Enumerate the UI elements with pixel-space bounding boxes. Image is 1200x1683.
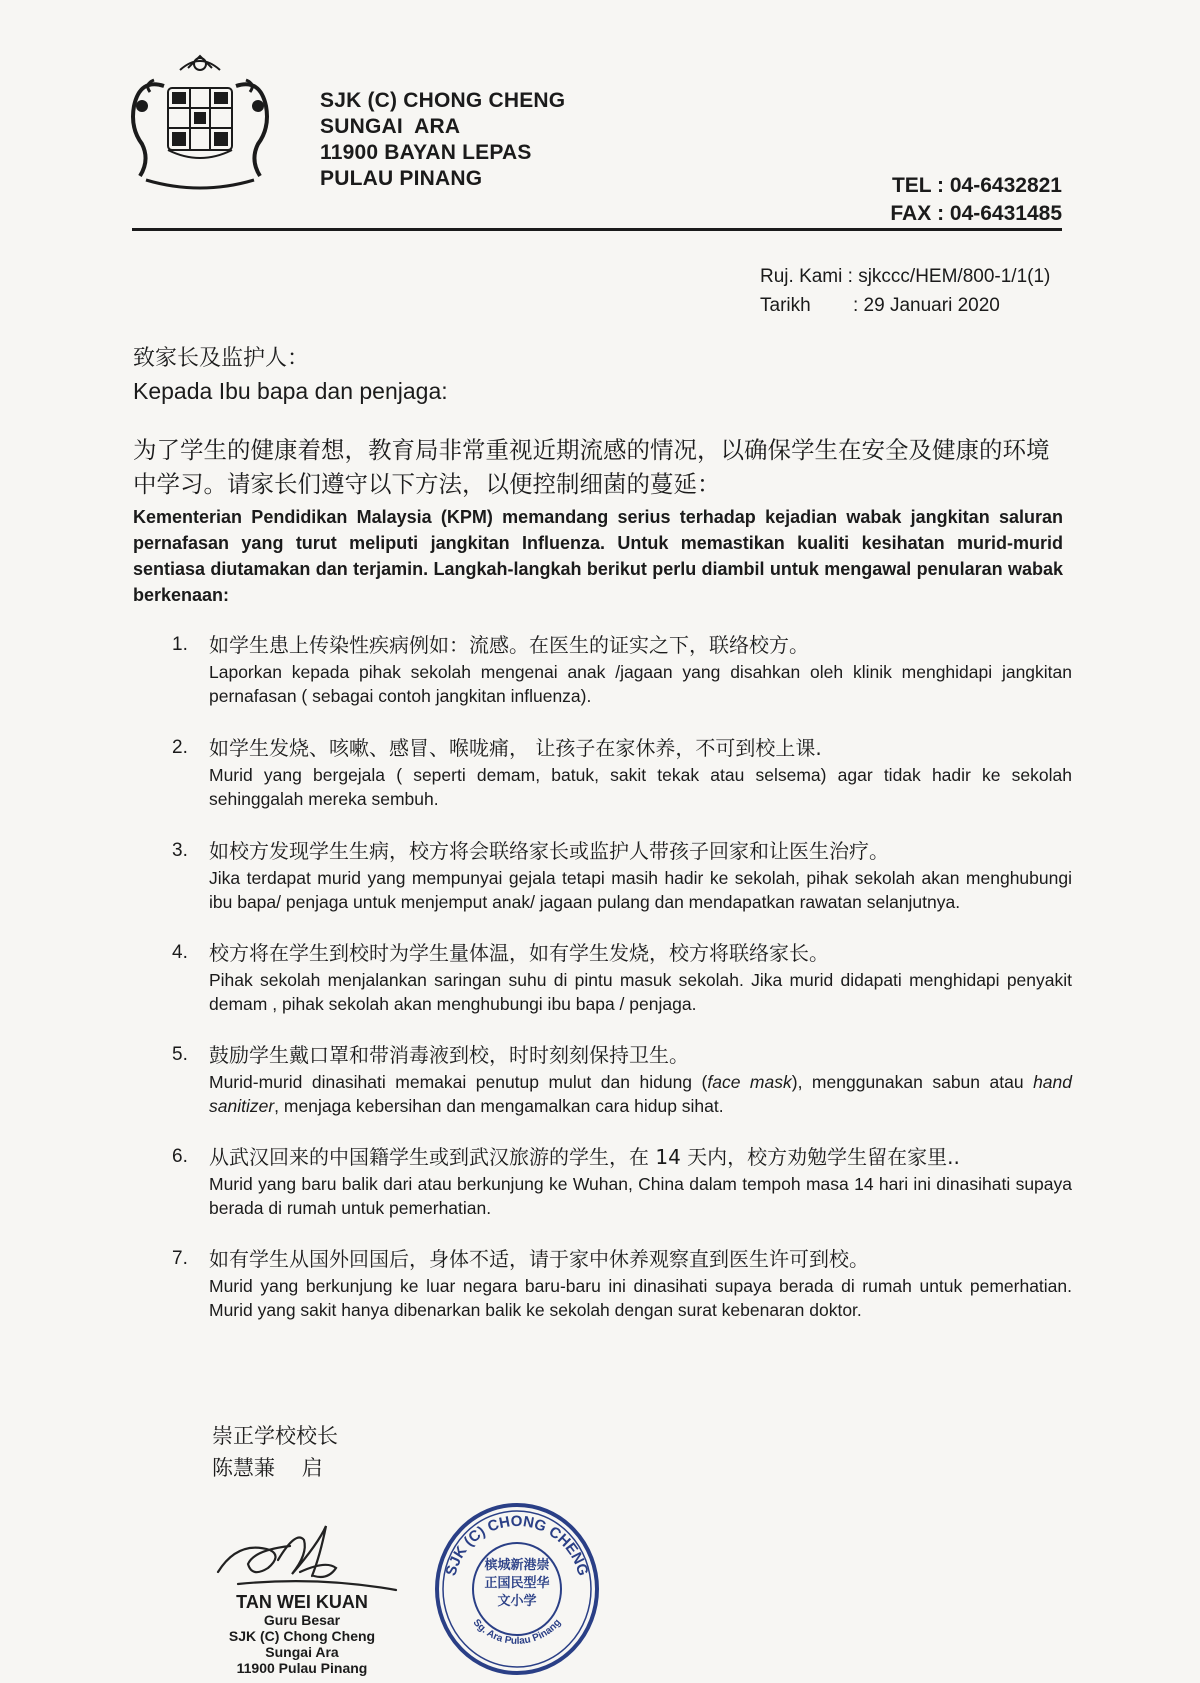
item-malay [209,1070,1072,1118]
item-chinese: 如学生患上传染性疾病例如：流感。在医生的证实之下，联络校方。 [209,633,809,657]
item-number: 3. [172,840,188,861]
item-number: 5. [172,1044,188,1065]
address-line-3: PULAU PINANG [320,167,483,190]
closing-block [212,1420,338,1484]
item-malay-part: , menjaga kebersihan dan mengamalkan cara hidup sihat. [274,1096,724,1116]
item-chinese: 校方将在学生到校时为学生量体温，如有学生发烧，校方将联络家长。 [209,941,829,965]
item-chinese: 从武汉回来的中国籍学生或到武汉旅游的学生，在 14 天内，校方劝勉学生留在家里.. [209,1145,960,1169]
list-item [172,1040,1072,1118]
item-number: 1. [172,634,188,655]
date-value: : 29 Januari 2020 [853,295,1000,316]
salutation-chinese: 致家长及监护人： [133,346,310,371]
item-number: 4. [172,942,188,963]
list-item [172,836,1072,914]
letterhead-divider [132,228,1062,231]
list-item [172,630,1072,708]
school-address [320,88,565,192]
signer-name: TAN WEI KUAN [236,1592,368,1612]
ref-label: Ruj. Kami [760,266,843,287]
item-malay: Pihak sekolah menjalankan saringan suhu di pintu masuk sekolah. Jika murid didapati menghidapi penyakit demam , pihak sekolah akan menghubungi ibu bapa / penjaga. [209,970,1072,1014]
hand-sanitizer-term: hand sanitizer [209,1072,1073,1116]
salutation [133,343,448,407]
item-chinese: 如校方发现学生生病，校方将会联络家长或监护人带孩子回家和让医生治疗。 [209,839,889,863]
intro-malay: Kementerian Pendidikan Malaysia (KPM) memandang serius terhadap kejadian wabak jangkitan saluran pernafasan yang turut meliputi jangkitan Influenza. Untuk memastikan kualiti kesihatan murid-murid sentiasa diutamakan dan terjamin. Langkah-langkah berikut perlu diambil untuk mengawal penularan wabak berkenaan: [133,507,1063,605]
malaysia-coat-of-arms-icon [120,48,280,198]
stamp-ring-text: SJK (C) CHONG CHENG [442,1512,592,1578]
list-item [172,1142,1072,1220]
item-malay: Laporkan kepada pihak sekolah mengenai anak /jagaan yang disahkan oleh klinik menghidapi jangkitan pernafasan ( sebagai contoh jangkitan influenza). [209,662,1072,706]
school-name: SJK (C) CHONG CHENG [320,89,566,112]
item-chinese: 如学生发烧、咳嗽、感冒、喉咙痛， 让孩子在家休养，不可到校上课. [209,736,822,760]
handwritten-signature-icon [208,1520,428,1600]
telephone: TEL : 04-6432821 [891,174,1062,197]
measures-list [172,630,1072,1322]
item-malay: Murid yang baru balik dari atau berkunjung ke Wuhan, China dalam tempoh masa 14 hari ini dinasihati supaya berada di rumah untuk pemerhatian. [209,1174,1072,1218]
list-item [172,938,1072,1016]
item-number: 6. [172,1146,188,1167]
reference-block [760,262,1050,320]
item-number: 7. [172,1248,188,1269]
item-malay: Jika terdapat murid yang mempunyai gejala tetapi masih hadir ke sekolah, pihak sekolah akan menghubungi ibu bapa/ penjaga untuk menjemput anak/ jagaan pulang dan mendapatkan rawatan selanjutnya. [209,868,1072,912]
item-malay: Murid yang berkunjung ke luar negara baru-baru ini dinasihati supaya berada di rumah untuk pemerhatian. Murid yang sakit hanya dibenarkan balik ke sekolah dengan surat kebenaran doktor. [209,1276,1072,1320]
intro-paragraph [133,433,1063,608]
signer-role: Guru Besar [263,1612,341,1628]
item-chinese: 鼓励学生戴口罩和带消毒液到校，时时刻刻保持卫生。 [209,1043,689,1067]
signer-block [202,1592,402,1676]
item-number: 2. [172,737,188,758]
item-malay-part: Murid-murid dinasihati memakai penutup mulut dan hidung ( [209,1072,708,1092]
closing-name: 陈慧蒹 启 [212,1456,323,1480]
intro-chinese: 为了学生的健康着想，教育局非常重视近期流感的情况，以确保学生在安全及健康的环境中学习。请家长们遵守以下方法，以便控制细菌的蔓延： [133,436,1050,498]
list-item [172,733,1072,811]
item-malay-part: ), menggunakan sabun atau [791,1072,1034,1092]
closing-title: 崇正学校校长 [212,1424,338,1448]
stamp-bottom-text: Sg. Ara Pulau Pinang [470,1617,564,1647]
address-line-1: SUNGAI ARA [320,115,461,138]
school-stamp-icon [432,1497,602,1677]
date-label: Tarikh [760,295,811,316]
signer-area: Sungai Ara [265,1644,339,1660]
stamp-center-text: 槟城新港崇正国民型华文小学 [484,1558,550,1609]
item-malay: Murid yang bergejala ( seperti demam, batuk, sakit tekak atau selsema) agar tidak hadir ke sekolah sehinggalah mereka sembuh. [209,765,1072,809]
item-chinese: 如有学生从国外回国后，身体不适，请于家中休养观察直到医生许可到校。 [209,1247,869,1271]
signer-city: 11900 Pulau Pinang [236,1660,368,1676]
salutation-malay: Kepada Ibu bapa dan penjaga: [133,378,448,404]
signer-school: SJK (C) Chong Cheng [228,1628,376,1644]
fax: FAX : 04-6431485 [890,202,1062,225]
contact-info [890,172,1062,228]
list-item [172,1244,1072,1322]
ref-value: : sjkccc/HEM/800-1/1(1) [847,266,1051,287]
address-line-2: 11900 BAYAN LEPAS [320,141,532,164]
face-mask-term: face mask [707,1072,792,1092]
